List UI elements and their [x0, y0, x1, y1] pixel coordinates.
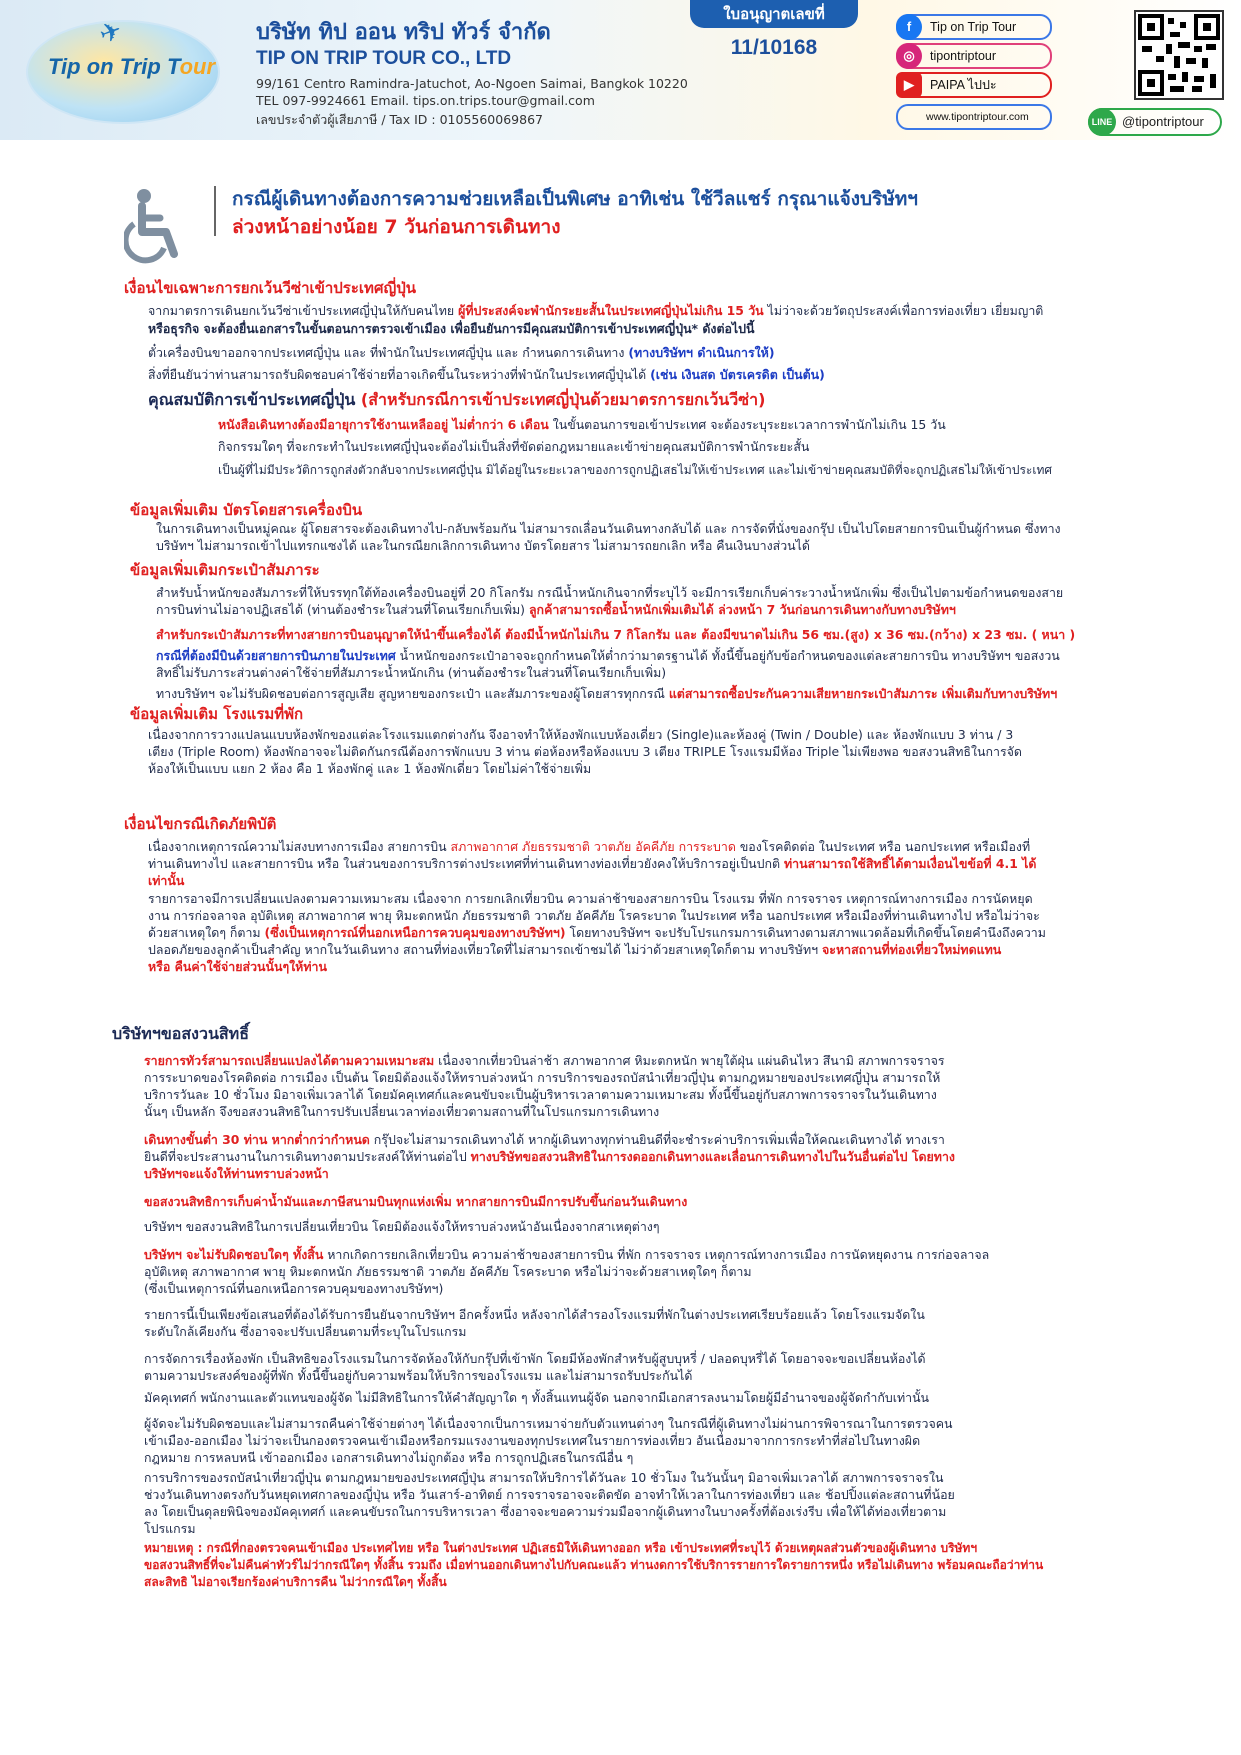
rights-2-line-3: บริษัทฯจะแจ้งให้ท่านทราบล่วงหน้า [144, 1166, 329, 1181]
visa-qual-history: เป็นผู้ที่ไม่มีประวัติการถูกส่งตัวกลับจากประเทศญี่ปุ่น มิได้อยู่ในระยะเวลาของการถูกปฏิเสธไม่ให้เข้าประเทศ และไม่เข้าข่ายคุณสมบัติที่จะถูกปฏิเสธไม่ให้เข้าประเทศ [218, 463, 1052, 477]
hotel-line-1: เนื่องจากการวางแปลนแบบห้องพักของแต่ละโรงแรมแตกต่างกัน จึงอาจทำให้ห้องพักแบบห้องเดี่ยว (Single)และห้องคู่ (Twin / Double) และ ห้องพักแบบ 3 ท่าน / 3 [148, 727, 1014, 742]
disaster-line-7-highlight: จะหาสถานที่ท่องเที่ยวใหม่ทดแทน [822, 942, 1002, 957]
disaster-line-3: เท่านั้น [148, 873, 185, 888]
rights-9-line-1: ผู้จัดจะไม่รับผิดชอบและไม่สามารถคืนค่าใช้จ่ายต่างๆ ได้เนื่องจากเป็นการเหมาจ่ายกับตัวแทนต่างๆ ในกรณีที่ผู้เดินทางไม่ผ่านการพิจารณาในการตรวจคน [144, 1416, 953, 1431]
instagram-label: tipontriptour [930, 49, 997, 63]
rights-1-line-4: นั้นๆ เป็นหลัก จึงขอสงวนสิทธิในการปรับเปลี่ยนเวลาท่องเที่ยวตามสถานที่ในโปรแกรมการเดินทาง [144, 1104, 660, 1119]
rights-1-text: เนื่องจากเที่ยวบินล่าช้า สภาพอากาศ หิมะตกหนัก พายุใต้ฝุ่น แผ่นดินไหว สึนามิ สภาพการจราจร [434, 1053, 945, 1068]
remark-line-1: หมายเหตุ : กรณีที่กองตรวจคนเข้าเมือง ประเทศไทย หรือ ในต่างประเทศ ปฏิเสธมิให้เดินทางออก หรือ เข้าประเทศที่ระบุไว้ ด้วยเหตุผลส่วนตัวของผู้เดินทาง บริษัทฯ [144, 1541, 978, 1555]
facebook-link[interactable] [896, 14, 1052, 40]
visa-qual-passport-highlight: หนังสือเดินทางต้องมีอายุการใช้งานเหลืออยู่ ไม่ต่ำกว่า 6 เดือน [218, 417, 549, 432]
disaster-line-7-text: ปลอดภัยของลูกค้าเป็นสำคัญ หากในวันเดินทาง สถานที่ท่องเที่ยวใดที่ไม่สามารถเข้าชมได้ ไม่ว่าด้วยสาเหตุใดก็ตาม ทางบริษัทฯ [148, 942, 823, 957]
visa-requirement-funds [148, 366, 825, 383]
hotel-line-3: ห้องให้เป็นแบบ แยก 2 ห้อง คือ 1 ห้องพักคู่ และ 1 ห้องพักเดี่ยว โดยไม่ค่าใช้จ่ายเพิ่ม [148, 761, 592, 776]
line-link[interactable] [1088, 108, 1222, 136]
rights-2-text: กรุ๊ปจะไม่สามารถเดินทางได้ หากผู้เดินทางทุกท่านยินดีที่จะชำระค่าบริการเพิ่มเพื่อให้คณะเดินทางได้ ทางเรา [369, 1132, 945, 1147]
visa-qual-activity: กิจกรรมใดๆ ที่จะกระทำในประเทศญี่ปุ่นจะต้องไม่เป็นสิ่งที่ขัดต่อกฎหมายและเข้าข่ายคุณสมบัติการพำนักระยะสั้น [218, 439, 810, 454]
rights-1-highlight: รายการทัวร์สามารถเปลี่ยนแปลงได้ตามความเหมาะสม [144, 1053, 435, 1068]
rights-2-line-2-text: ยินดีที่จะประสานงานในการเดินทางตามประสงค์ให้ท่านต่อไป [144, 1149, 471, 1164]
baggage-liability [156, 685, 1057, 702]
qr-code [1134, 10, 1224, 100]
instagram-link[interactable] [896, 43, 1052, 69]
website-link[interactable] [896, 104, 1052, 130]
facebook-label: Tip on Trip Tour [930, 20, 1017, 34]
airplane-icon: ✈ [95, 15, 127, 51]
rights-2-highlight: เดินทางขั้นต่ำ 30 ท่าน หากต่ำกว่ากำหนด [144, 1132, 370, 1147]
rights-10-line-3: ลง โดยเป็นดุลยพินิจของมัคคุเทศก์ และคนขับรถในการบริหารเวลา ซึ่งอาจจะขอความร่วมมือจากผู้เดินทางในบางครั้งที่ต้องเร่งรีบ เพื่อให้ได้ท่องเที่ยวตาม [144, 1504, 947, 1519]
logo-text [48, 54, 215, 80]
rights-9-line-3: กฎหมาย การหลบหนี เข้าออกเมือง เอกสารเดินทางไม่ถูกต้อง หรือ การถูกปฏิเสธในกรณีอื่น ๆ [144, 1450, 634, 1465]
company-name-en: TIP ON TRIP TOUR CO., LTD [256, 48, 512, 69]
company-address: 99/161 Centro Ramindra-Jatuchot, Ao-Ngoen Saimai, Bangkok 10220 [256, 76, 688, 91]
rights-5-line-3: (ซึ่งเป็นเหตุการณ์ที่นอกเหนือการควบคุมของทางบริษัทฯ) [144, 1281, 444, 1296]
disaster-line-1 [148, 838, 1030, 855]
notice-line-1: กรณีผู้เดินทางต้องการความช่วยเหลือเป็นพิเศษ อาทิเช่น ใช้วีลแชร์ กรุณาแจ้งบริษัทฯ [232, 188, 918, 210]
rights-3: ขอสงวนสิทธิการเก็บค่าน้ำมันและภาษีสนามบินทุกแห่งเพิ่ม หากสายการบินมีการปรับขึ้นก่อนวันเดินทาง [144, 1194, 688, 1209]
disaster-line-1-text: เนื่องจากเหตุการณ์ความไม่สงบทางการเมือง สายการบิน [148, 839, 451, 854]
visa-p1-rest: ไม่ว่าจะด้วยวัตถุประสงค์เพื่อการท่องเที่ยว เยี่ยมญาติ [763, 303, 1044, 318]
company-tax-id: เลขประจำตัวผู้เสียภาษี / Tax ID : 0105560069867 [256, 112, 543, 127]
rights-4: บริษัทฯ ขอสงวนสิทธิในการเปลี่ยนเที่ยวบิน โดยมิต้องแจ้งให้ทราบล่วงหน้าอันเนื่องจากสาเหตุต่างๆ [144, 1219, 660, 1234]
instagram-icon: ◎ [896, 43, 922, 69]
rights-10-line-1: การบริการของรถบัสนำเที่ยวญี่ปุ่น ตามกฎหมายของประเทศญี่ปุ่น สามารถให้บริการได้วันละ 10 ชั่วโมง ในวันนั้นๆ มิอาจเพิ่มเวลาได้ สภาพการจราจรใน [144, 1470, 944, 1485]
rights-6-line-1: รายการนี้เป็นเพียงข้อเสนอที่ต้องได้รับการยืนยันจากบริษัทฯ อีกครั้งหนึ่ง หลังจากได้สำรองโรงแรมที่พักในต่างประเทศเรียบร้อยแล้ว โดยโรงแรมจัดใน [144, 1307, 925, 1322]
ticket-heading: ข้อมูลเพิ่มเติม บัตรโดยสารเครื่องบิน [130, 501, 363, 519]
rights-8: มัคคุเทศก์ พนักงานและตัวแทนของผู้จัด ไม่มีสิทธิในการให้คำสัญญาใด ๆ ทั้งสิ้นแทนผู้จัด นอกจากมีเอกสารลงนามโดยผู้มีอำนาจของผู้จัดกำกับเท่านั้น [144, 1390, 930, 1405]
baggage-liability-text: ทางบริษัทฯ จะไม่รับผิดชอบต่อการสูญเสีย สูญหายของกระเป๋า และสัมภาระของผู้โดยสารทุกกรณี [156, 686, 669, 701]
disaster-line-1-highlight: สภาพอากาศ ภัยธรรมชาติ วาตภัย อัคคีภัย การระบาด [450, 839, 736, 854]
notice-divider [214, 186, 216, 236]
disaster-line-6 [148, 924, 1046, 941]
visa-p1-intro: จากมาตรการเดินยกเว้นวีซ่าเข้าประเทศญี่ปุ่นให้กับคนไทย [148, 303, 459, 318]
hotel-heading: ข้อมูลเพิ่มเติม โรงแรมที่พัก [130, 705, 304, 723]
rights-9-line-2: เข้าเมือง-ออกเมือง ไม่ว่าจะเป็นกองตรวจคนเข้าเมืองหรือกรมแรงงานของทุกประเทศในรายการท่องเที่ยว อันเนื่องมาจากการกระทำที่ส่อไปในทางผิด [144, 1433, 921, 1448]
visa-paragraph-1 [148, 302, 1043, 319]
rights-6-line-2: ระดับใกล้เคียงกัน ซึ่งอาจจะปรับเปลี่ยนตามที่ระบุในโปรแกรม [144, 1324, 467, 1339]
rights-7-line-2: ตามความประสงค์ของผู้ที่พัก ทั้งนี้ขึ้นอยู่กับความพร้อมให้บริการของโรงแรม และไม่สามารถรับประกันได้ [144, 1368, 693, 1383]
rights-2-line-2 [144, 1148, 955, 1165]
visa-req-funds-note: (เช่น เงินสด บัตรเครดิต เป็นต้น) [650, 367, 825, 382]
remark-line-2: ขอสงวนสิทธิ์ที่จะไม่คืนค่าทัวร์ไม่ว่ากรณีใดๆ ทั้งสิ้น รวมถึง เมื่อท่านออกเดินทางไปกับคณะแล้ว ท่านงดการใช้บริการรายการใดรายการหนึ่ง หรือไม่เดินทาง พร้อมคณะถือว่าท่าน [144, 1558, 1044, 1572]
youtube-link[interactable] [896, 72, 1052, 98]
disaster-line-4: รายการอาจมีการเปลี่ยนแปลงตามความเหมาะสม เนื่องจาก การยกเลิกเที่ยวบิน ความล่าช้าของสายการบิน โรงแรม ที่พัก การจราจร เหตุการณ์ทางการเมือง การนัดหยุด [148, 891, 1033, 906]
baggage-line-2-highlight: ลูกค้าสามารถซื้อน้ำหนักเพิ่มเติมได้ ล่วงหน้า 7 วันก่อนการเดินทางกับทางบริษัทฯ [528, 602, 956, 617]
disaster-line-1-rest: ของโรคติดต่อ ในประเทศ หรือ นอกประเทศ หรือเมืองที่ [735, 839, 1031, 854]
baggage-domestic-text: น้ำหนักของกระเป๋าอาจจะถูกกำหนดให้ต่ำกว่ามาตรฐานได้ ทั้งนี้ขึ้นอยู่กับข้อกำหนดของแต่ละสายการบิน ทางบริษัทฯ ขอสงวน [395, 648, 1060, 663]
line-label: @tipontriptour [1122, 114, 1204, 129]
license-label: ใบอนุญาตเลขที่ [690, 0, 858, 28]
company-name-th: บริษัท ทิป ออน ทริป ทัวร์ จำกัด [256, 20, 551, 45]
baggage-domestic-rule [156, 647, 1060, 664]
baggage-heading: ข้อมูลเพิ่มเติมกระเป๋าสัมภาระ [130, 561, 320, 579]
rights-7-line-1: การจัดการเรื่องห้องพัก เป็นสิทธิของโรงแรมในการจัดห้องให้กับกรุ๊ปที่เข้าพัก โดยมีห้องพักสำหรับผู้สูบบุหรี่ / ปลอดบุหรี่ได้ โดยอาจจะขอเปลี่ยนห้องได้ [144, 1351, 926, 1366]
rights-heading: บริษัทฯขอสงวนสิทธิ์ [112, 1024, 249, 1043]
disaster-line-2 [148, 855, 1036, 872]
visa-qual-title: คุณสมบัติการเข้าประเทศญี่ปุ่น [148, 390, 361, 409]
visa-qual-passport [218, 416, 946, 433]
logo-text-main: Tip on Trip T [48, 54, 180, 79]
visa-paragraph-1-cont: หรือธุรกิจ จะต้องยื่นเอกสารในขั้นตอนการตรวจเข้าเมือง เพื่อยืนยันการมีคุณสมบัติการเข้าประเทศญี่ปุ่น* ดังต่อไปนี้ [148, 321, 755, 336]
visa-heading: เงื่อนไขเฉพาะการยกเว้นวีซ่าเข้าประเทศญี่ปุ่น [124, 279, 417, 297]
disaster-line-6-highlight: (ซึ่งเป็นเหตุการณ์ที่นอกเหนือการควบคุมของทางบริษัทฯ) [264, 925, 566, 940]
license-number: 11/10168 [730, 36, 818, 59]
rights-1-line-1 [144, 1052, 945, 1069]
baggage-line-2 [156, 601, 956, 618]
line-icon: LINE [1088, 108, 1116, 136]
visa-req-ticket-text: ตั๋วเครื่องบินขาออกจากประเทศญี่ปุ่น และ ที่พำนักในประเทศญี่ปุ่น และ กำหนดการเดินทาง [148, 345, 629, 360]
visa-req-ticket-note: (ทางบริษัทฯ ดำเนินการให้) [628, 345, 775, 360]
visa-qualification-heading [148, 388, 765, 413]
disaster-heading: เงื่อนไขกรณีเกิดภัยพิบัติ [124, 815, 277, 833]
hotel-line-2: เตียง (Triple Room) ห้องพักอาจจะไม่ติดกันกรณีต้องการพักแบบ 3 ท่าน ต่อห้องหรือห้องแบบ 3 เตียง TRIPLE โรงแรมมีห้อง Triple ไม่เพียงพอ ขอสงวนสิทธิในการจัด [148, 744, 1022, 759]
visa-qual-passport-rest: ในขั้นตอนการขอเข้าประเทศ จะต้องระบุระยะเวลาการพำนักไม่เกิน 15 วัน [548, 417, 946, 432]
baggage-domestic-highlight: กรณีที่ต้องมีบินด้วยสายการบินภายในประเทศ [156, 648, 396, 663]
website-label: www.tipontriptour.com [926, 111, 1029, 123]
disaster-line-2-text: ท่านเดินทางไป และสายการบิน หรือ ในส่วนของการบริการต่างประเทศที่ท่านเดินทางท่องเที่ยวยังคงให้บริการอยู่เป็นปกติ [148, 856, 784, 871]
youtube-label: PAIPA ไปปะ [930, 78, 997, 92]
rights-10-line-4: โปรแกรม [144, 1521, 196, 1536]
rights-2-line-2-highlight: ทางบริษัทขอสงวนสิทธิในการงดออกเดินทางและเลื่อนการเดินทางไปในวันอื่นต่อไป โดยทาง [470, 1149, 955, 1164]
company-contact: TEL 097-9924661 Email. tips.on.trips.tour@gmail.com [256, 93, 595, 108]
remark-line-3: สละสิทธิ ไม่อาจเรียกร้องค่าบริการคืน ไม่ว่ากรณีใดๆ ทั้งสิ้น [144, 1575, 447, 1589]
disaster-line-7 [148, 941, 1001, 958]
disaster-line-6-rest: โดยทางบริษัทฯ จะปรับโปรแกรมการเดินทางตามสภาพแวดล้อมที่เกิดขึ้นโดยคำนึงถึงความ [565, 925, 1046, 940]
baggage-line-2-text: การบินท่านไม่อาจปฏิเสธได้ (ท่านต้องชำระในส่วนที่โดนเรียกเก็บเพิ่ม) [156, 602, 529, 617]
rights-1-line-2: การระบาดของโรคติดต่อ การเมือง เป็นต้น โดยมิต้องแจ้งให้ทราบล่วงหน้า การบริการของรถบัสนำเที่ยวญี่ปุ่น ตามกฎหมายของประเทศญี่ปุ่น สามารถให้ [144, 1070, 941, 1085]
rights-5-line-2: อุบัติเหตุ สภาพอากาศ พายุ หิมะตกหนัก ภัยธรรมชาติ วาตภัย อัคคีภัย โรคระบาด หรือไม่ว่าจะด้วยสาเหตุใดๆ ก็ตาม [144, 1264, 752, 1279]
visa-req-funds-text: สิ่งที่ยืนยันว่าท่านสามารถรับผิดชอบค่าใช้จ่ายที่อาจเกิดขึ้นในระหว่างที่พำนักในประเทศญี่ปุ่นได้ [148, 367, 651, 382]
baggage-carryon-rule: สำหรับกระเป๋าสัมภาระที่ทางสายการบินอนุญาตให้นำขึ้นเครื่องได้ ต้องมีน้ำหนักไม่เกิน 7 กิโลกรัม และ ต้องมีขนาดไม่เกิน 56 ซม.(สูง) x 36 ซม.(กว้าง) x 23 ซม. ( หนา ) [156, 627, 1076, 642]
ticket-line-2: บริษัทฯ ไม่สามารถเข้าไปแทรกแซงได้ และในกรณียกเลิกการเดินทาง บัตรโดยสาร ไม่สามารถยกเลิก หรือ คืนเงินบางส่วนได้ [156, 538, 810, 553]
visa-p1-highlight: ผู้ที่ประสงค์จะพำนักระยะสั้นในประเทศญี่ปุ่นไม่เกิน 15 วัน [458, 303, 764, 318]
rights-1-line-3: บริการวันละ 10 ชั่วโมง มิอาจเพิ่มเวลาได้ โดยมัคคุเทศก์และคนขับจะเป็นผู้บริหารเวลาตามความเหมาะสม ทั้งนี้ขึ้นอยู่กับสภาพการจราจรในวันเดินทาง [144, 1087, 937, 1102]
disaster-line-2-highlight: ท่านสามารถใช้สิทธิ์ได้ตามเงื่อนไขข้อที่ 4.1 ได้ [783, 856, 1037, 871]
notice-line-2: ล่วงหน้าอย่างน้อย 7 วันก่อนการเดินทาง [232, 216, 561, 238]
disaster-line-8: หรือ คืนค่าใช้จ่ายส่วนนั้นๆให้ท่าน [148, 959, 327, 974]
ticket-line-1: ในการเดินทางเป็นหมู่คณะ ผู้โดยสารจะต้องเดินทางไป-กลับพร้อมกัน ไม่สามารถเลื่อนวันเดินทางกลับได้ และ การจัดที่นั่งของกรุ๊ป เป็นไปโดยสายการบินเป็นผู้กำหนด ซึ่งทาง [156, 521, 1061, 536]
facebook-icon: f [896, 14, 922, 40]
rights-2-line-1 [144, 1131, 945, 1148]
youtube-icon: ▶ [896, 72, 922, 98]
visa-qual-note: (สำหรับกรณีการเข้าประเทศญี่ปุ่นด้วยมาตรการยกเว้นวีซ่า) [360, 390, 766, 409]
baggage-domestic-cont: สิทธิ์ไม่รับภาระส่วนต่างค่าใช้จ่ายที่สัมภาระน้ำหนักเกิน (ท่านต้องชำระในส่วนที่โดนเรียกเก็บเพิ่ม) [156, 665, 667, 680]
disaster-line-6-text: ด้วยสาเหตุใดๆ ก็ตาม [148, 925, 265, 940]
rights-5-line-1 [144, 1246, 989, 1263]
rights-5-text: หากเกิดการยกเลิกเที่ยวบิน ความล่าช้าของสายการบิน ที่พัก การจราจร เหตุการณ์ทางการเมือง การนัดหยุดงาน การก่อจลาจล [323, 1247, 990, 1262]
disaster-line-5: งาน การก่อจลาจล อุบัติเหตุ สภาพอากาศ พายุ หิมะตกหนัก ภัยธรรมชาติ วาตภัย อัคคีภัย โรคระบาด ในประเทศ หรือ นอกประเทศ หรือเมืองที่ท่านเดินทางไป หรือไม่ว่าจะ [148, 908, 1040, 923]
visa-requirement-ticket [148, 344, 775, 361]
baggage-line-1: สำหรับน้ำหนักของสัมภาระที่ให้บรรทุกใต้ท้องเครื่องบินอยู่ที่ 20 กิโลกรัม กรณีน้ำหนักเกินจากที่ระบุไว้ จะมีการเรียกเก็บค่าระวางน้ำหนักเพิ่ม ซึ่งเป็นไปตามข้อกำหนดของสาย [156, 585, 1064, 600]
rights-10-line-2: ช่วงวันเดินทางตรงกับวันหยุดเทศกาลของญี่ปุ่น หรือ วันเสาร์-อาทิตย์ การจราจรอาจจะติดขัด อาจทำให้เวลาในการท่องเที่ยว และ ช้อปปิ้งแต่ละสถานที่น้อย [144, 1487, 955, 1502]
wheelchair-icon [124, 188, 192, 266]
rights-5-highlight: บริษัทฯ จะไม่รับผิดชอบใดๆ ทั้งสิ้น [144, 1247, 324, 1262]
logo-text-accent: our [179, 54, 216, 79]
baggage-liability-highlight: แต่สามารถซื้อประกันความเสียหายกระเป๋าสัมภาระ เพิ่มเติมกับทางบริษัทฯ [668, 686, 1058, 701]
